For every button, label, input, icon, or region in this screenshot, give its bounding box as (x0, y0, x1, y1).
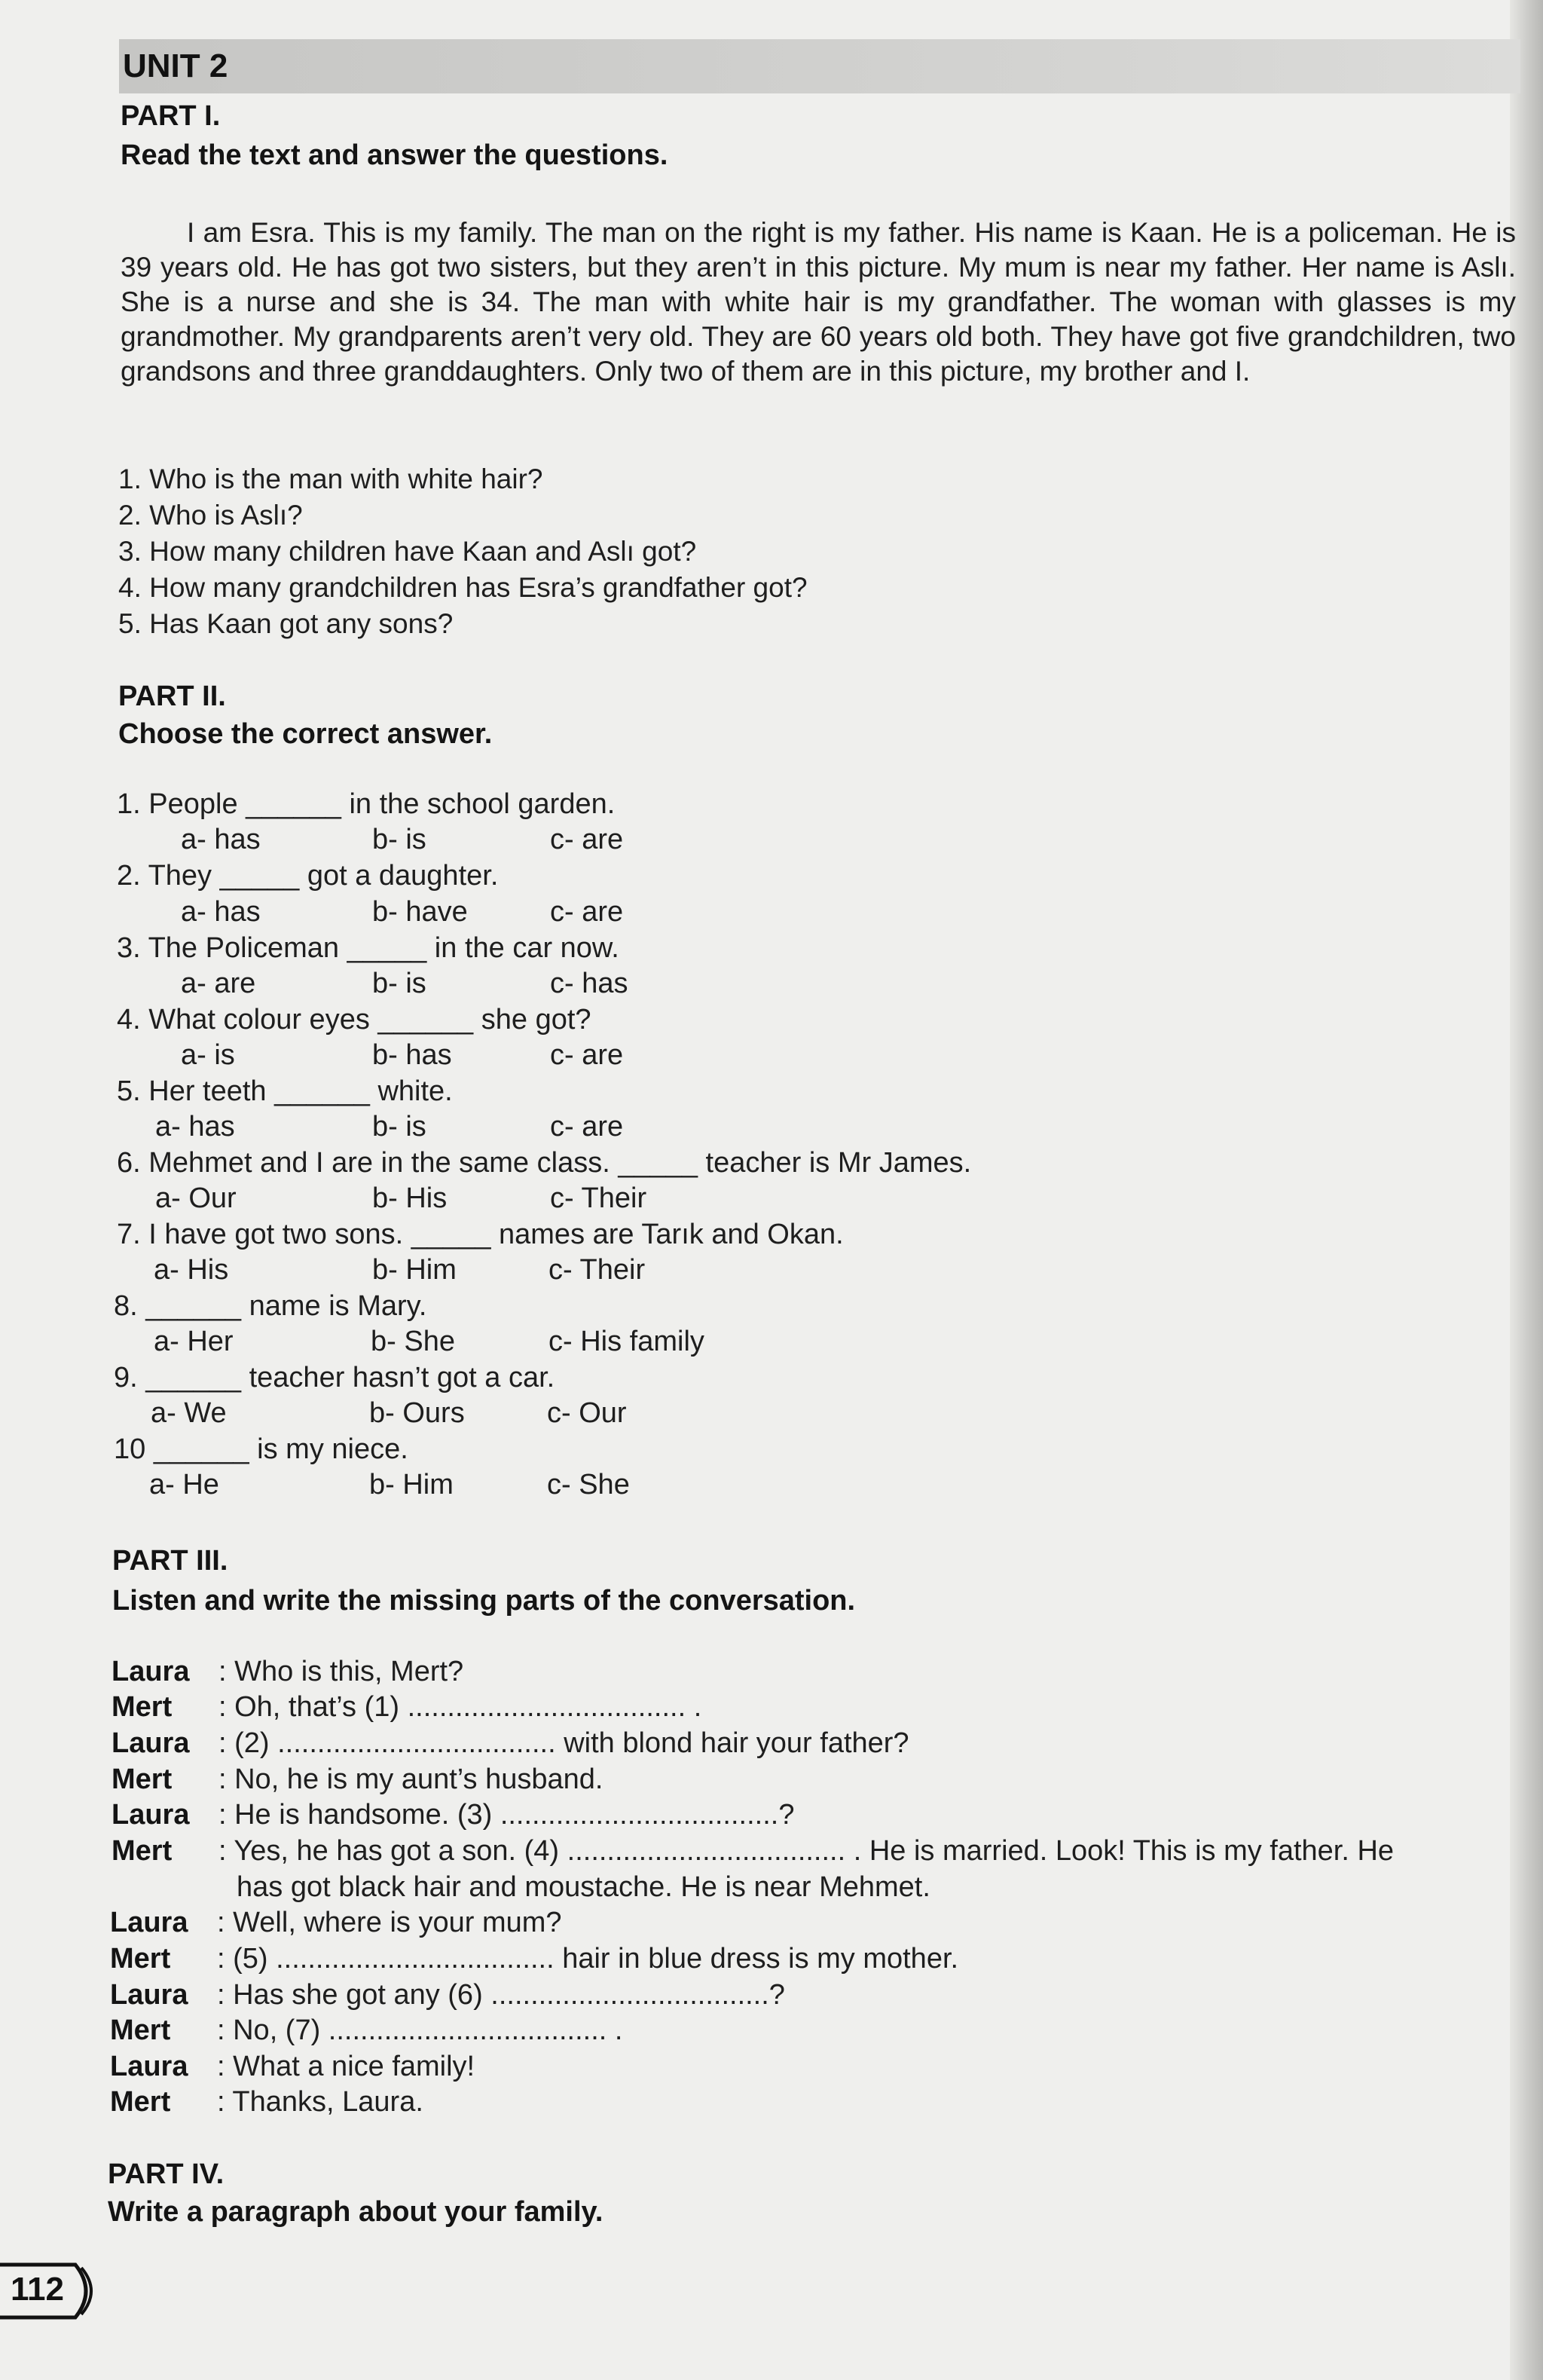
reading-passage (121, 216, 1516, 389)
speaker-name: Mert (112, 1764, 173, 1795)
mc-item-stem: 2. They _____ got a daughter. (117, 860, 499, 892)
mc-option-a: a- are (181, 968, 256, 999)
mc-option-b: b- is (372, 1111, 426, 1143)
mc-option-b: b- have (372, 896, 468, 928)
dialogue-line: : Has she got any (6) ...................................? (217, 1979, 785, 2011)
dialogue-line: : What a nice family! (217, 2051, 475, 2082)
unit-title: UNIT 2 (123, 47, 228, 84)
mc-option-b: b- has (372, 1039, 452, 1071)
dialogue-line: : Who is this, Mert? (218, 1656, 464, 1687)
part-3-heading: PART III. (112, 1545, 228, 1577)
question-item: 5. Has Kaan got any sons? (118, 608, 454, 639)
speaker-name: Laura (110, 1979, 188, 2011)
mc-option-a: a- is (181, 1039, 235, 1071)
question-item: 4. How many grandchildren has Esra’s grandfather got? (118, 572, 808, 603)
mc-option-c: c- are (550, 824, 624, 855)
mc-item-stem: 8. ______ name is Mary. (114, 1290, 427, 1322)
mc-item-stem: 7. I have got two sons. _____ names are Tarık and Okan. (117, 1219, 844, 1250)
mc-item-stem: 6. Mehmet and I are in the same class. _____ teacher is Mr James. (117, 1147, 972, 1179)
mc-option-c: c- Their (548, 1254, 646, 1286)
mc-option-a: a- has (181, 896, 261, 928)
dialogue-line: : No, he is my aunt’s husband. (218, 1764, 603, 1795)
dialogue-line: : (5) ................................... hair in blue dress is my mother. (217, 1943, 959, 1975)
dialogue-line: : Oh, that’s (1) ................................... . (218, 1691, 702, 1723)
part-1-heading: PART I. (121, 100, 221, 132)
unit-header-bar (119, 39, 1520, 93)
mc-option-b: b- Him (369, 1469, 454, 1501)
speaker-name: Laura (110, 1907, 188, 1938)
mc-item-stem: 5. Her teeth ______ white. (117, 1075, 453, 1107)
dialogue-line: : (2) ................................... with blond hair your father? (218, 1727, 909, 1759)
mc-item-stem: 4. What colour eyes ______ she got? (117, 1004, 591, 1036)
speaker-name: Mert (112, 1835, 173, 1867)
mc-item-stem: 9. ______ teacher hasn’t got a car. (114, 1362, 555, 1393)
mc-option-a: a- has (181, 824, 261, 855)
mc-option-a: a- We (151, 1397, 227, 1429)
mc-option-a: a- He (149, 1469, 219, 1501)
mc-option-c: c- are (550, 896, 624, 928)
question-item: 1. Who is the man with white hair? (118, 463, 543, 494)
dialogue-line: : Well, where is your mum? (217, 1907, 562, 1938)
question-item: 3. How many children have Kaan and Aslı got? (118, 536, 697, 567)
question-item: 2. Who is Aslı? (118, 500, 303, 531)
mc-option-a: a- Her (154, 1326, 234, 1357)
mc-option-b: b- Ours (369, 1397, 465, 1429)
part-1-instruction: Read the text and answer the questions. (121, 139, 668, 171)
mc-option-c: c- are (550, 1111, 624, 1143)
mc-option-a: a- has (155, 1111, 235, 1143)
speaker-name: Laura (112, 1799, 190, 1831)
mc-item-stem: 10 ______ is my niece. (114, 1433, 408, 1465)
speaker-name: Laura (110, 2051, 188, 2082)
mc-option-c: c- has (550, 968, 628, 999)
speaker-name: Laura (112, 1656, 190, 1687)
part-4-instruction: Write a paragraph about your family. (108, 2196, 603, 2228)
mc-option-c: c- Their (550, 1182, 647, 1214)
mc-option-b: b- Him (372, 1254, 457, 1286)
mc-option-c: c- She (547, 1469, 630, 1501)
mc-item-stem: 1. People ______ in the school garden. (117, 788, 616, 820)
mc-option-b: b- She (371, 1326, 455, 1357)
part-2-heading: PART II. (118, 681, 226, 712)
mc-item-stem: 3. The Policeman _____ in the car now. (117, 932, 619, 964)
mc-option-a: a- His (154, 1254, 229, 1286)
part-4-heading: PART IV. (108, 2158, 225, 2190)
mc-option-c: c- Our (547, 1397, 627, 1429)
dialogue-line: : Yes, he has got a son. (4) ................................... . He is married. Look! This is my father. He (218, 1835, 1395, 1867)
speaker-name: Mert (112, 1691, 173, 1723)
part-3-instruction: Listen and write the missing parts of the conversation. (112, 1585, 856, 1617)
mc-option-a: a- Our (155, 1182, 237, 1214)
dialogue-line-continuation: has got black hair and moustache. He is near Mehmet. (237, 1871, 930, 1903)
passage-text: I am Esra. This is my family. The man on the right is my father. His name is Kaan. He is a policeman. He is 39 years old. He has got two sisters, but they aren’t in this picture. My mum is near my father. Her name is Aslı. She is a nurse and she is 34. The man with white hair is my grandfather. The woman with glasses is my grandmother. My grandparents aren’t very old. They are 60 years old both. They have got five grandchildren, two grandsons and three granddaughters. Only two of them are in this picture, my brother and I. (121, 217, 1516, 387)
dialogue-line: : Thanks, Laura. (217, 2086, 423, 2118)
dialogue-line: : He is handsome. (3) ...................................? (218, 1799, 795, 1831)
mc-option-b: b- His (372, 1182, 448, 1214)
mc-option-c: c- His family (548, 1326, 704, 1357)
speaker-name: Laura (112, 1727, 190, 1759)
mc-option-b: b- is (372, 824, 426, 855)
mc-option-c: c- are (550, 1039, 624, 1071)
part-2-instruction: Choose the correct answer. (118, 718, 493, 750)
speaker-name: Mert (110, 1943, 171, 1975)
speaker-name: Mert (110, 2086, 171, 2118)
page-number-badge (0, 2262, 90, 2320)
speaker-name: Mert (110, 2014, 171, 2046)
page-number: 112 (11, 2271, 64, 2308)
mc-option-b: b- is (372, 968, 426, 999)
dialogue-line: : No, (7) ................................... . (217, 2014, 623, 2046)
